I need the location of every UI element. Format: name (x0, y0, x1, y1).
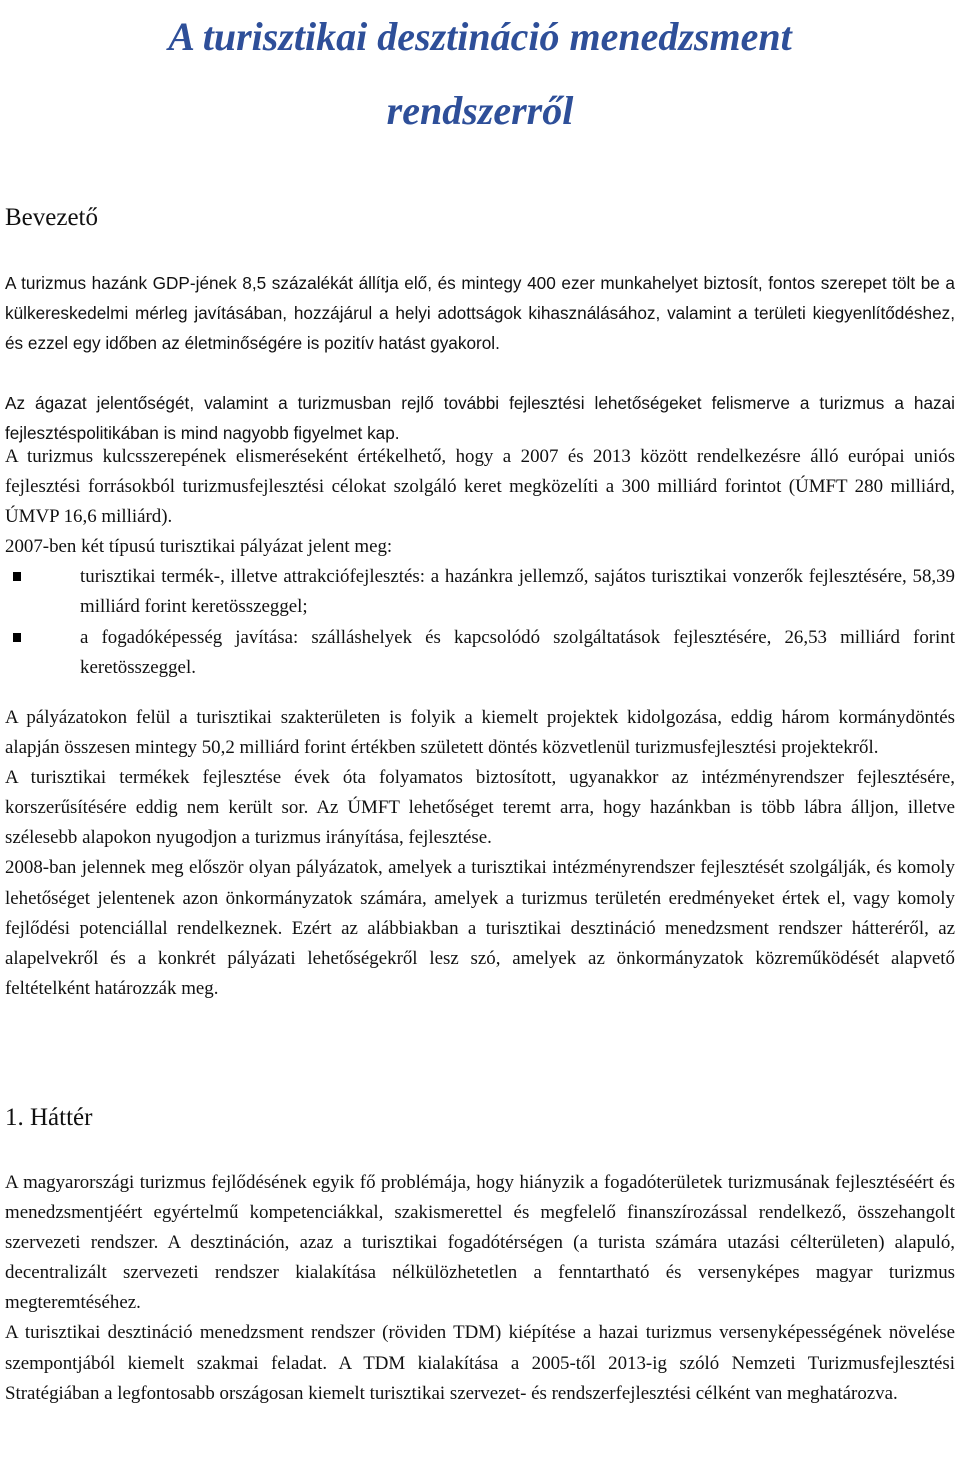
list-item: turisztikai termék-, illetve attrakciófejlesztés: a hazánkra jellemző, sajátos turisztikai vonzerők fejlesztésére, 58,39 milliárd forint keretösszeggel; (5, 562, 955, 622)
body-block-3 (5, 1168, 955, 1409)
paragraph-tenders-intro: 2007-ben két típusú turisztikai pályázat jelent meg: (5, 536, 393, 558)
intro-paragraph-tail (5, 388, 955, 448)
body-block-1 (5, 442, 955, 683)
title-line-2: rendszerről (386, 88, 574, 133)
intro-paragraph-sans (5, 268, 955, 358)
paragraph-2008: 2008-ban jelennek meg először olyan pályázatok, amelyek a turisztikai intézményrendszer fejlesztését szolgálják, és komoly lehetőséget jelentenek azon önkormányzatok számára, amelyek a turizmus területén eredményeket értek el, vagy komoly fejlődési potenciállal rendelkeznek. Ezért az alábbiakban a turisztikai desztináció menedzsment rendszer hátteréről, az alapelvekről és a konkrét pályázati lehetőségekről lesz szó, amelyek az önkormányzatok közreműködését alapvető feltételként határozzák meg. (5, 857, 955, 999)
intro-paragraph: A turizmus hazánk GDP-jének 8,5 százalékát állítja elő, és mintegy 400 ezer munkahelyet biztosít, fontos szerepet tölt be a külkereskedelmi mérleg javításában, hozzájárul a helyi adottságok kihasználásához, valamint a területi kiegyenlítődéshez, és ezzel egy időben az életminőségére is pozitív hatást gyakorol. (5, 273, 955, 354)
document-title (0, 0, 960, 148)
paragraph-projects: A pályázatokon felül a turisztikai szakterületen is folyik a kiemelt projektek kidolgozása, eddig három kormánydöntés alapján összesen mintegy 50,2 milliárd forint értékben született döntés közvetlenül turizmusfejlesztési projektekről. (5, 707, 955, 759)
body-block-2 (5, 703, 955, 1004)
section-heading-background: 1. Háttér (5, 1104, 93, 1131)
paragraph-institutions: A turisztikai termékek fejlesztése évek óta folyamatos biztosított, ugyanakkor az intézményrendszer fejlesztésére, korszerűsítésére eddig nem került sor. Az ÚMFT lehetőséget teremt arra, hogy hazánkban is több lábra álljon, illetve szélesebb alapokon nyugodjon a turizmus irányítása, fejlesztése. (5, 767, 955, 849)
list-item: a fogadóképesség javítása: szálláshelyek és kapcsolódó szolgáltatások fejlesztésére, 26,53 milliárd forint keretösszeggel. (5, 623, 955, 683)
square-bullet-icon (13, 572, 21, 581)
paragraph-problem: A magyarországi turizmus fejlődésének egyik fő problémája, hogy hiányzik a fogadóterületek turizmusának fejlesztéséért és menedzsmentjéért egyértelmű kompetenciákkal, szakismerettel és megfelelő finanszírozással rendelkező, összehangolt szervezeti rendszer. A desztináción, azaz a turisztikai fogadótérségen (a turista számára utazási célterületen) alapuló, decentralizált szervezeti rendszer kialakítása nélkülözhetetlen a fenntartható és versenyképes magyar turizmus megteremtéséhez. (5, 1172, 955, 1314)
intro-tail: Az ágazat jelentőségét, valamint a turizmusban rejlő további fejlesztési lehetőségeket felismerve a turizmus a hazai fejlesztéspolitikában is mind nagyobb figyelmet kap. (5, 393, 955, 444)
paragraph-tdm: A turisztikai desztináció menedzsment rendszer (röviden TDM) kiépítése a hazai turizmus versenyképességének növelése szempontjából kiemelt szakmai feladat. A TDM kialakítása a 2005-től 2013-ig szóló Nemzeti Turizmusfejlesztési Stratégiában a legfontosabb országosan kiemelt turisztikai szervezet- és rendszerfejlesztési célként van meghatározva. (5, 1322, 955, 1404)
tender-list (5, 562, 955, 682)
title-line-1: A turisztikai desztináció menedzsment (168, 14, 792, 59)
paragraph-funding: A turizmus kulcsszerepének elismeréseként értékelhető, hogy a 2007 és 2013 között rendelkezésre álló európai uniós fejlesztési forrásokból turizmusfejlesztési célokat szolgáló keret megközelíti a 300 milliárd forintot (ÚMFT 280 milliárd, ÚMVP 16,6 milliárd). (5, 446, 955, 528)
intro-heading: Bevezető (5, 204, 99, 231)
square-bullet-icon (13, 633, 21, 642)
